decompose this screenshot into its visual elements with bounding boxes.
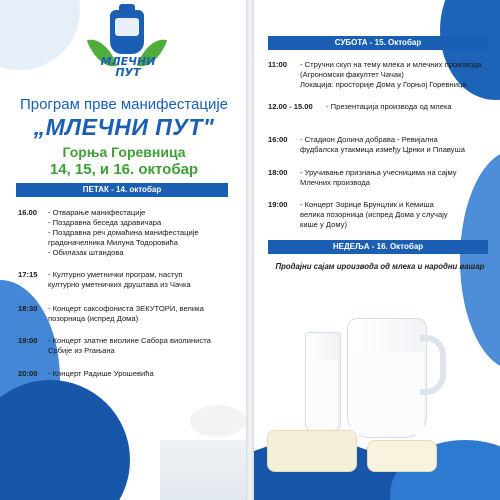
- schedule-item: 19:00 - Концерт златне виолине Сабора виолиниста Србије из Prањана: [18, 336, 211, 355]
- right-panel: [252, 0, 500, 500]
- schedule-item: 18:30 - Концерт саксофониста ЗЕКУТОРИ, велика позорница (испред Дома): [18, 304, 204, 323]
- program-subtitle: Програм прве манифестације: [19, 96, 229, 113]
- schedule-item: 20:00 - Концерт Радише Урошевића: [18, 369, 154, 378]
- saturday-header: СУБОТА - 15. Октобар: [268, 36, 488, 50]
- friday-header: ПЕТАК - 14. октобар: [16, 183, 228, 197]
- jug-handle: [420, 335, 446, 395]
- page-fold: [246, 0, 254, 500]
- decorative-wave: [0, 380, 130, 500]
- sunday-header: НЕДЕЉА - 16. Октобар: [268, 240, 488, 254]
- cheese-block-image: [267, 430, 357, 472]
- cheese-block-image: [367, 440, 437, 472]
- milk-can-icon: [110, 10, 144, 54]
- event-dates: 14, 15, и 16. октобар: [49, 161, 199, 178]
- schedule-item: 12.00 - 15.00 - Презентација производа од млека: [268, 102, 452, 111]
- left-panel: [0, 0, 248, 500]
- event-title: „МЛЕЧНИ ПУТ": [33, 114, 215, 140]
- schedule-item: 18:00 - Уручивање признања учесницима на сајму Млечних производа: [268, 168, 457, 187]
- schedule-item: 16.00 - Отварање манифестације - Поздравна беседа здравичара - Поздравна реч домаћина манифестације градоначелника Милуна Тодоровића - Обилазак штандова: [18, 208, 199, 257]
- schedule-item: 11:00 - Стручни скуп на тему млека и млечних производа (Агрономски факултет Чачак) Локација: просторије Дома у Горњој Горевници: [268, 60, 482, 89]
- milk-jug-image: [347, 318, 427, 438]
- schedule-item: 16:00 - Стадион Долина добрава - Ревијална фудбалска утакмица између Црнки и Плавуша: [268, 135, 465, 154]
- table-surface: [160, 440, 248, 500]
- schedule-item: 17:15 - Културно уметнички програм, наступ културно уметничких друштава из Чачка: [18, 270, 191, 289]
- sunday-event: Продајни сајам ироизвода од млека и народни вашар: [275, 262, 485, 271]
- schedule-item: 19:00 - Концерт Зорице Брунцлик и Кемиша велика позорница (испред Дома у случају кише у Дому): [268, 200, 448, 229]
- event-location: Горња Горевница: [62, 144, 186, 160]
- logo-text: МЛЕЧНИ ПУТ: [100, 55, 156, 79]
- mlecni-put-logo: [92, 10, 162, 88]
- cheese-bowl-image: [190, 405, 246, 437]
- decorative-wave: [0, 0, 80, 70]
- milk-glass-image: [305, 332, 341, 432]
